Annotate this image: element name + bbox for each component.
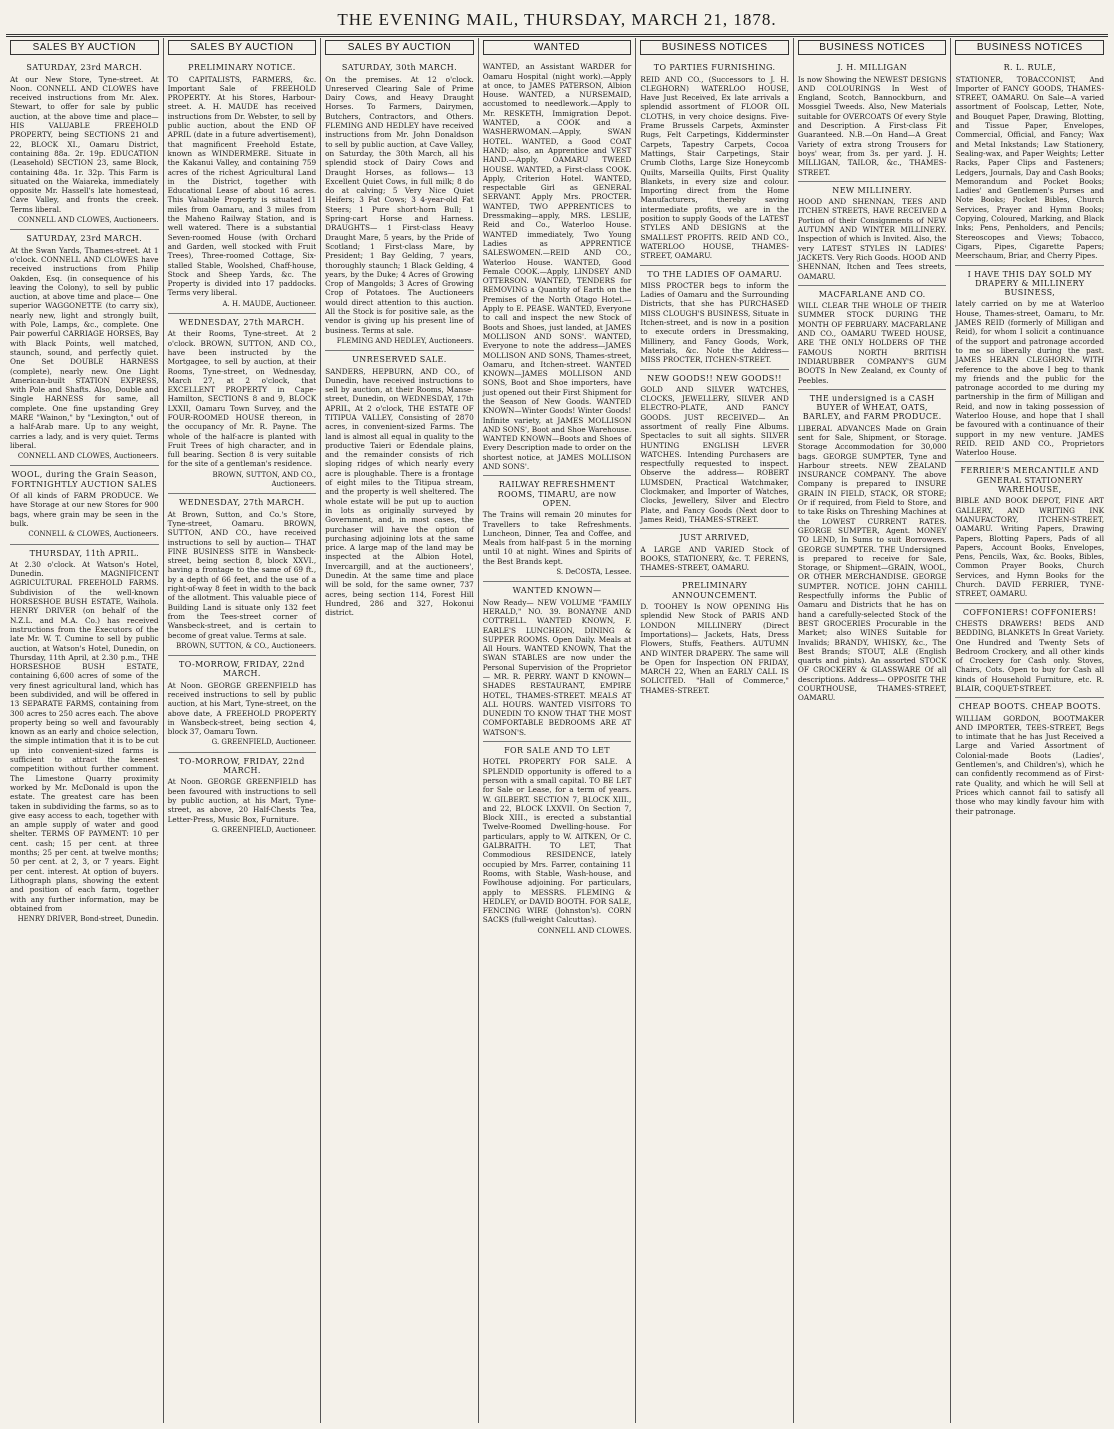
ad-body: WILLIAM GORDON, BOOTMAKER AND IMPORTER, TEES-STREET, Begs to intimate that he has Just Received a Large and Varied Assortment of Colonial-made Boots (Ladies', Gentlemen's, and Children's), which he can confidently recommend as of First-rate Quality, and which he will Sell at Prices which cannot fail to satisfy all those who may kindly favour him with their patronage.: [955, 713, 1105, 816]
ad-body: At Brown, Sutton, and Co.'s Store, Tyne-street, Oamaru. BROWN, SUTTON, AND CO., have received instructions to sell by auction— THAT FINE BUSINESS SITE in Wansbeck-street, being section 8, block XXVI., having a frontage to the same of 69 ft., by a depth of 66 feet, and the use of a right-of-way 8 feet in width to the back of the allotment. This valuable piece of Building Land is situate only 132 feet from the Tees-street corner of Wansbeck-street, and is certain to become of great value. Terms at sale.: [167, 509, 317, 640]
ad-body: CHESTS DRAWERS! BEDS AND BEDDING, BLANKETS In Great Variety. One Hundred and Twenty Sets of Bedroom Crockery, and all other kinds of Crockery for Cash only. Stoves, Chairs, Cots. Open to buy for Cash all kinds of Household Furniture, etc. R. BLAIR, COQUET-STREET.: [955, 618, 1105, 693]
ad-body: GOLD AND SILVER WATCHES, CLOCKS, JEWELLERY, SILVER AND ELECTRO-PLATE, AND FANCY GOODS. JUST RECEIVED— An assortment of really Fine Albums. Spectacles to suit all sights. SILVER HUNTING ENGLISH LEVER WATCHES. Intending Purchasers are respectfully requested to inspect. Observe the address— ROBERT LUMSDEN, Practical Watchmaker, Clockmaker, and Importer of Watches, Clocks, Jewellery, Silver and Electro Plate, and Fancy Goods (Next door to James Reid), THAMES-STREET.: [640, 384, 789, 524]
ad-title: NEW GOODS!! NEW GOODS!!: [647, 373, 782, 383]
ad-title: FOR SALE AND TO LET: [504, 746, 610, 756]
ad-title: UNRESERVED SALE.: [352, 355, 447, 365]
advertisement: [10, 466, 159, 544]
ad-signature: BROWN, SUTTON, & CO., Auctioneers.: [176, 641, 317, 650]
ad-title: WOOL, during the Grain Season, FORTNIGHTLY AUCTION SALES: [11, 470, 158, 489]
column-header: SALES BY AUCTION: [10, 40, 159, 55]
advertisement: [798, 286, 947, 390]
ad-title: SATURDAY, 23rd MARCH.: [26, 234, 143, 244]
ad-title: JUST ARRIVED,: [679, 533, 750, 543]
ad-body: At Noon. GEORGE GREENFIELD has received instructions to sell by public auction, at his Mart, Tyne-street, on the above date, A FREEHOLD PROPERTY in Wansbeck-street, being section 4, block 37, Oamaru Town.: [167, 680, 317, 737]
ad-title: PRELIMINARY ANNOUNCEMENT.: [672, 581, 758, 600]
ad-body: HOTEL PROPERTY FOR SALE. A SPLENDID opportunity is offered to a person with a small capital. TO BE LET for Sale or Lease, for a term of years. W. GILBERT. SECTION 7, BLOCK XIII., and 22, BLOCK LXXVII. On Section 7, Block XIII., is erected a substantial Twelve-Roomed Dwelling-house. For particulars, apply to W. AITKEN, Or C. GALBRAITH. TO LET, That Commodious RESIDENCE, lately occupied by Mrs. Farrer, containing 11 Rooms, with Stable, Wash-house, and Fowlhouse adjoining. For particulars, apply to MESSRS. FLEMING & HEDLEY, or DAVID BOOTH. FOR SALE, FENCING WIRE (Johnston's). CORN SACKS (full-weight Calcuttas).: [482, 757, 632, 925]
ad-title: MACFARLANE AND CO.: [818, 289, 926, 299]
advertisement: [955, 266, 1104, 463]
ad-body: Of all kinds of FARM PRODUCE. We have Storage at our new Stores for 900 bags, where grain may be seen in the bulk.: [10, 491, 159, 528]
columns-container: [6, 38, 1108, 1423]
advertisement: [483, 742, 632, 940]
ad-signature: G. GREENFIELD, Auctioneer.: [211, 825, 317, 834]
advertisement: [483, 582, 632, 742]
advertisement: [798, 59, 947, 182]
ad-body: The Trains will remain 20 minutes for Travellers to take Refreshments. Luncheon, Dinner, Tea and Coffee, and Meals from half-past 5 in the morning until 10 at night. Wines and Spirits of the Best Brands kept.: [482, 510, 632, 566]
advertisement: [955, 604, 1104, 699]
ad-title: COFFONIERS! COFFONIERS!: [962, 607, 1097, 617]
advertisement: [168, 494, 317, 656]
ad-signature: G. GREENFIELD, Auctioneer.: [211, 738, 317, 747]
advertisement: [798, 390, 947, 707]
advertisement: [798, 182, 947, 286]
advertisement: [10, 545, 159, 929]
ad-signature: CONNELL AND CLOWES.: [537, 926, 632, 935]
advertisement: [168, 59, 317, 314]
ad-signature: CONNELL AND CLOWES, Auctioneers.: [17, 216, 159, 225]
ad-body: SANDERS, HEPBURN, AND CO., of Dunedin, have received instructions to sell by auction, at their Rooms, Manse-street, Dunedin, on WEDNESDAY, 17th APRIL, At 2 o'clock, THE ESTATE OF TITIPUA VALLEY, Consisting of 2870 acres, in convenient-sized Farms. The land is almost all equal in quality to the productive Taieri or Edendale plains, and the remainder consists of rich sloping ridges of which nearly every acre is ploughable. There is a frontage of eight miles to the Titipua stream, and the property is well sheltered. The whole estate will be put up to auction in lots as originally surveyed by Government, and, in most cases, the purchaser will have the option of purchasing adjoining lots at the same price. A large map of the land may be inspected at the Albion Hotel, Invercargill, and at the auctioneers', Dunedin. At the same time and place will be sold, for the same owner, 737 acres, being section 114, Forest Hill Hundred, 286 and 327, Hokonui district.: [325, 366, 474, 618]
column-7: [951, 38, 1108, 1423]
column-5: [636, 38, 794, 1423]
advertisement: [640, 266, 789, 370]
advertisement: [10, 59, 159, 230]
top-rule-double: [6, 36, 1108, 37]
advertisement: [168, 753, 317, 839]
column-3: [321, 38, 479, 1423]
ad-title: CHEAP BOOTS. CHEAP BOOTS.: [958, 702, 1101, 712]
ad-title: WEDNESDAY, 27th MARCH.: [179, 318, 305, 328]
ad-title: WEDNESDAY, 27th MARCH.: [179, 498, 305, 508]
ad-body: Now Ready— NEW VOLUME "FAMILY HERALD," NO. 39. BONAYNE AND COTTRELL. WANTED KNOWN, F. EARLE'S LUNCHEON, DINING & SUPPER ROOMS. Open Daily. Meals at All Hours. WANTED KNOWN, That the SWAN STABLES are now under the Personal Supervision of the Proprietor— MR. R. PERRY. WANT D KNOWN—SHADES RESTAURANT, EMPIRE HOTEL, THAMES-STREET. MEALS AT ALL HOURS. WANTED VISITORS TO DUNEDIN TO KNOW THAT THE MOST COMFORTABLE BEDROOMS ARE AT WATSON'S.: [482, 597, 632, 737]
ad-title: R. L. RULE,: [1003, 63, 1056, 73]
column-header: WANTED: [483, 40, 632, 55]
ad-title: WANTED KNOWN—: [512, 586, 602, 596]
ad-body: At their Rooms, Tyne-street. At 2 o'clock. BROWN, SUTTON, AND CO., have been instructed by the Mortgagee, to sell by auction, at their Rooms, Tyne-street, on Wednesday, March 27, at 2 o'clock, that EXCELLENT PROPERTY in Cape-Hamilton, SECTIONS 8 and 9, BLOCK LXXII, Oamaru Town Survey, and the FOUR-ROOMED HOUSE thereon, in the occupancy of Mr. R. Payne. The whole of the half-acre is planted with Fruit Trees of high character, and in full bearing. Section 8 is very suitable for the site of a gentleman's residence.: [167, 329, 317, 469]
ad-body: HOOD AND SHENNAN, TEES AND ITCHEN STREETS, HAVE RECEIVED A Portion of their Consignments of NEW AUTUMN AND WINTER MILLINERY. Inspection of which is Invited. Also, the very LATEST STYLES IN LADIES' JACKETS. Very Rich Goods. HOOD AND SHENNAN, Itchen and Tees streets, OAMARU.: [797, 197, 947, 281]
ad-body: A LARGE AND VARIED Stock of BOOKS, STATIONERY, &c. T. FERENS, THAMES-STREET, OAMARU.: [640, 544, 789, 573]
newspaper-title: THE EVENING MAIL, THURSDAY, MARCH 21, 1878.: [337, 10, 777, 29]
ad-signature: CONNELL AND CLOWES, Auctioneers.: [17, 452, 159, 461]
column-header: BUSINESS NOTICES: [955, 40, 1104, 55]
ad-title: RAILWAY REFRESHMENT ROOMS, TIMARU, are now OPEN.: [497, 480, 617, 508]
ad-body: At 2.30 o'clock. At Watson's Hotel, Dunedin. MAGNIFICENT AGRICULTURAL FREEHOLD FARMS. Subdivision of the well-known HORSESHOE BUSH ESTATE, Waihola. HENRY DRIVER (on behalf of the N.Z.L. and M.A. Co.) has received instructions from the Executors of the late Mr. W. T. Cumine to sell by public auction, at Watson's Hotel, Dunedin, on Thursday, 11th April, at 2.30 p.m., THE HORSESHOE BUSH ESTATE, containing 6,600 acres of some of the very finest agricultural land, which has been subdivided, and will be offered in 13 SEPARATE FARMS, containing from 300 acres to 250 acres each. The above property being so well and favourably known as an early and choice selection, the simple intimation that it is to be cut up into convenient-sized farms is sufficient to attract the keenest competition without further comment. The Limestone Quarry proximity worked by Mr. McDonald is upon the estate. The greatest care has been taken in subdividing the farms, so as to give easy access to each, together with an ample supply of water and good shelter. TERMS OF PAYMENT: 10 per cent. cash; 15 per cent. at three months; 25 per cent. at twelve months; 50 per cent. at 2, 3, or 7 years. Eight per cent. interest. At option of buyers. Lithograph plans, showing the extent and position of each farm, together with any further information, may be obtained from: [10, 559, 159, 913]
advertisement: [483, 476, 632, 582]
ad-body: WANTED, an Assistant WARDER for Oamaru Hospital (night work).—Apply at once, to JAMES PATERSON, Albion House. WANTED, a NURSEMAID, accustomed to needlework.—Apply to Mr. RESKETH, Immigration Depot. WANTED, a COOK and a WASHERWOMAN.—Apply, SWAN HOTEL. WANTED, a Good COAT HAND; also, an Apprentice and VEST HAND.—Apply, OAMARU TWEED HOUSE. WANTED, a First-class COOK. Apply, Criterion Hotel. WANTED, respectable Girl as GENERAL SERVANT. Apply Mrs. PROCTER. WANTED, TWO APPRENTICES to Dressmaking—apply, MRS. LESLIE, Reid and Co., Waterloo House. WANTED immediately, Two Young Ladies as APPRENTICE SALESWOMEN.—REID AND CO., Waterloo House. WANTED, Good Female COOK.—Apply, LINDSEY AND OTTERSON. WANTED, TENDERS for REMOVING a Quantity of Earth on the Premises of the North Otago Hotel.—Apply to E. PEASE. WANTED, Everyone to call and inspect the new Stock of Boots and Shoes, just landed, at JAMES MOLLISON AND SONS'. WANTED, Everyone to note the address—JAMES MOLLISON AND SONS, Thames-street, Oamaru, and Itchen-street. WANTED KNOWN—JAMES MOLLISON AND SONS, Boot and Shoe importers, have just opened out their First Shipment for the Season of New Goods. WANTED KNOWN—Winter Goods! Winter Goods! Infinite variety, at JAMES MOLLISON AND SONS', Boot and Shoe Warehouse. WANTED KNOWN—Boots and Shoes of Every Description made to order on the shortest notice, at JAMES MOLLISON AND SONS'.: [482, 62, 632, 472]
ad-signature: CONNELL & CLOWES, Auctioneers.: [28, 530, 159, 539]
ad-title: TO PARTIES FURNISHING.: [653, 63, 776, 73]
column-header: BUSINESS NOTICES: [640, 40, 789, 55]
ad-body: REID AND CO., (Successors to J. H. CLEGHORN) WATERLOO HOUSE, Have Just Received, Ex late arrivals a splendid assortment of FLOOR OIL CLOTHS, in very choice designs. Five-Frame Brussels Carpets, Axminster Rugs, Felt Carpetings, Kidderminster Carpets, Tapestry Carpets, Cocoa Mattings, Stair Carpetings, Stair Crumb Cloths, Large Size Honeycomb Quilts, Marseilla Quilts, First Quality Blankets, in every size and colour. Importing direct from the Home Manufacturers, thereby saving intermediate profits, we are in the position to supply Goods of the LATEST STYLES AND DESIGNS at the SMALLEST PROFITS. REID AND CO., WATERLOO HOUSE, THAMES-STREET, OAMARU.: [640, 74, 789, 261]
ad-title: TO THE LADIES OF OAMARU.: [647, 269, 782, 279]
ad-signature: A. H. MAUDE, Auctioneer.: [222, 299, 317, 308]
ad-body: STATIONER, TOBACCONIST, And Importer of FANCY GOODS, THAMES-STREET, OAMARU. On Sale—A varied assortment of Foolscap, Letter, Note, and Bouquet Paper, Drawing, Blotting, and Tissue Paper, Envelopes, Commercial, Official, and Fancy; Wax and Metal Inkstands; Law Stationery, Sealing-wax, and Paper Weights; Letter Racks, Paper Clips and Fasteners; Ledgers, Journals, Day and Cash Books; Memorandum and Pocket Books; Ladies' and Gentlemen's Purses and Note Books; Pocket Bibles, Church Services, Prayer and Hymn Books; Copying, Coloured, Marking, and Black Inks; Pens, Penholders, and Pencils; Stereoscopes and Views; Tobacco, Cigars, Pipes, Cigarette Papers; Meerschaum, Briar, and Cherry Pipes.: [955, 74, 1105, 261]
advertisement: [955, 59, 1104, 265]
advertisement: [325, 351, 474, 621]
column-2: [164, 38, 322, 1423]
advertisement: [640, 529, 789, 577]
ad-title: THE undersigned is a CASH BUYER of WHEAT, OATS, BARLEY, and FARM PRODUCE.: [802, 393, 942, 422]
ad-body: At our New Store, Tyne-street. At Noon. CONNELL AND CLOWES have received instructions from Mr. Alex. Stewart, to offer for sale by public auction, at the above time and place— HIS VALUABLE FREEHOLD PROPERTY, being SECTIONS 21 and 22, BLOCK XI., Oamaru District, containing 88a. 2r. 19p. EDUCATION (Leasehold) SECTION 23, same Block, containing 48a. 1r. 32p. This Farm is situated on the Waiareka, immediately opposite Mr. Hassell's late homestead, Cave Valley, and fronts the creek. Terms liberal.: [10, 74, 159, 214]
ad-body: LIBERAL ADVANCES Made on Grain sent for Sale, Shipment, or Storage. Storage Accommodation for 30,000 bags. GEORGE SUMPTER, Tyne and Harbour streets. NEW ZEALAND INSURANCE COMPANY. The above Company is prepared to INSURE GRAIN IN FIELD, STACK, OR STORE; Or if required, from Field to Store, and to take Risks on Threshing Machines at the LOWEST CURRENT RATES. GEORGE SUMPTER, Agent. MONEY TO LEND, In Sums to suit Borrowers. GEORGE SUMPTER. THE Undersigned is prepared to receive for Sale, Storage, or Shipment—GRAIN, WOOL, OR OTHER MERCHANDISE. GEORGE SUMPTER. NOTICE. JOHN CAHILL Respectfully informs the Public of Oamaru and Districts that he has on hand a carefully-selected Stock of the BEST GROCERIES Procurable in the Market; also WINES Suitable for Invalids; BRANDY, WHISKY, &c., The Best Brands; STOUT, ALE (English quarts and pints). An assorted STOCK OF CROCKERY & GLASSWARE Of all descriptions. Address— OPPOSITE THE COURTHOUSE, THAMES-STREET, OAMARU.: [797, 423, 947, 703]
ad-title: THURSDAY, 11th APRIL.: [29, 548, 140, 558]
ad-body: At the Swan Yards, Thames-street. At 1 o'clock. CONNELL AND CLOWES have received instructions from Philip Oakden, Esq. (in consequence of his leaving the Colony), to sell by public auction, at above time and place— One superior WAGGONETTE (to carry six), nearly new, light and strongly built, with Pole, Lamps, &c., complete. One Pair powerful CARRIAGE HORSES, Bay with Black Points, well matched, staunch, sound, and perfectly quiet. One Set DOUBLE HARNESS (complete), nearly new. One Light American-built STATION EXPRESS, with Pole and Shafts. Also, Double and Single HARNESS for same, all complete. One fine upstanding Grey MARE "Wainon," by "Lexington," out of a half-Arab mare. Up to any weight, carries a lady, and is very quiet. Terms liberal.: [10, 245, 159, 450]
ad-signature: HENRY DRIVER, Bond-street, Dunedin.: [17, 915, 159, 924]
ad-signature: FLEMING AND HEDLEY, Auctioneers.: [336, 336, 474, 345]
column-header: SALES BY AUCTION: [325, 40, 474, 55]
ad-signature: S. DeCOSTA, Lessee.: [556, 568, 632, 577]
ad-title: SATURDAY, 23rd MARCH.: [26, 63, 143, 73]
column-4: [479, 38, 637, 1423]
ad-body: TO CAPITALISTS, FARMERS, &c. Important Sale of FREEHOLD PROPERTY. At his Stores, Harbour-street. A. H. MAUDE has received instructions from Dr. Webster, to sell by public auction, about the END OF APRIL (date in a future advertisement), that magnificent Freehold Estate, known as WINDERMERE. Situate in the Kakanui Valley, and containing 759 acres of the richest Agricultural Land in the District, together with Educational Lease of about 16 acres. This Valuable Property is situated 11 miles from Oamaru, and 3 miles from the Maheno Railway Station, and is well watered. There is a substantial Seven-roomed House (with Orchard and Garden, well stocked with Fruit Trees), Three-roomed Cottage, Six-stalled Stable, Woolshed, Chaff-house, Stock and Sheep Yards, &c. The Property is divided into 17 paddocks. Terms very liberal.: [167, 74, 317, 298]
ad-title: PRELIMINARY NOTICE.: [188, 63, 296, 73]
ad-title: I HAVE THIS DAY SOLD MY DRAPERY & MILLINERY BUSINESS,: [967, 269, 1092, 298]
advertisement: [10, 230, 159, 466]
ad-signature: BROWN, SUTTON, AND CO., Auctioneers.: [212, 470, 317, 489]
column-1: [6, 38, 164, 1423]
ad-body: MISS PROCTER begs to inform the Ladies of Oamaru and the Surrounding Districts, that she has PURCHASED MISS CLOUGH'S BUSINESS, Situate in Itchen-street, and is now in a position to execute orders in Dressmaking, Millinery, and Fancy Goods, Work, Materials, &c. Note the Address— MISS PROCTER, ITCHEN-STREET.: [640, 280, 789, 365]
ad-title: J. H. MILLIGAN: [837, 63, 907, 73]
column-header: SALES BY AUCTION: [168, 40, 317, 55]
ad-body: On the premises. At 12 o'clock. Unreserved Clearing Sale of Prime Dairy Cows, and Heavy Draught Horses. To Farmers, Dairymen, Butchers, Contractors, and Others. FLEMING AND HEDLEY have received instructions from Mr. John Donaldson to sell by public auction, at Cave Valley, on Saturday, the 30th March, all his splendid stock of Dairy Cows and Draught Horses, as follows— 13 Excellent Quiet Cows, in full milk; 8 do do at calving; 5 Very Nice Quiet Heifers; 3 Fat Cows; 3 4-year-old Fat Steers; 1 Pure short-horn Bull; 1 Spring-cart Horse and Harness. DRAUGHTS— 1 First-class Heavy Draught Mare, 5 years, by the Pride of Scotland; 1 First-class Mare, by President; 1 Bay Gelding, 7 years, thoroughly staunch; 1 Black Gelding, 4 years, by the Duke; 4 Acres of Growing Crop of Mangolds; 3 Acres of Growing Crop of Potatoes. The Auctioneers would direct attention to this auction. All the Stock is for positive sale, as the vendor is giving up his present line of business. Terms at sale.: [325, 74, 474, 335]
advertisement: [640, 59, 789, 265]
column-header: BUSINESS NOTICES: [798, 40, 947, 55]
ad-title: TO-MORROW, FRIDAY, 22nd MARCH.: [178, 660, 305, 679]
ad-body: Is now Showing the NEWEST DESIGNS AND COLOURINGS In West of England, Scotch, Bannockburn, and Mossgiel Tweeds. Also, New Materials suitable for OVERCOATS Of every Style and Description. A First-class Fit Guaranteed. N.B.—On Hand—A Great Variety of extra strong Trousers for boys' wear, from 3s. per yard. J. H. MILLIGAN, TAILOR, &c., THAMES-STREET.: [797, 74, 947, 177]
ad-body: WILL CLEAR THE WHOLE OF THEIR SUMMER STOCK DURING THE MONTH OF FEBRUARY. MACFARLANE AND CO., OAMARU TWEED HOUSE, ARE THE ONLY HOLDERS OF THE FAMOUS NORTH BRITISH INDIARUBBER COMPANY'S GUM BOOTS In New Zealand, ex County of Peebles.: [797, 301, 947, 385]
ad-title: SATURDAY, 30th MARCH.: [341, 63, 458, 73]
ad-title: TO-MORROW, FRIDAY, 22nd MARCH.: [178, 756, 305, 776]
ad-title: NEW MILLINERY.: [832, 185, 913, 195]
ad-body: lately carried on by me at Waterloo House, Thames-street, Oamaru, to Mr. JAMES REID (formerly of Milligan and Reid), for whom I solicit a continuance of the support and patronage accorded to me so liberally during the past. JAMES HEARN CLEGHORN. WITH reference to the above I beg to thank my friends and the public for the patronage accorded to me during my partnership in the firm of Milligan and Reid, and now in taking possession of Waterloo House, and hope that I shall be favoured with a continuance of their support in my new venture. JAMES REID. REID AND CO., Proprietors Waterloo House.: [955, 299, 1105, 458]
top-rule: [6, 34, 1108, 35]
advertisement: [955, 462, 1104, 603]
advertisement: [483, 59, 632, 476]
advertisement: [325, 59, 474, 351]
ad-body: D. TOOHEY Is NOW OPENING His splendid New Stock of PARIS AND LONDON MILLINERY (Direct Importations)— Jackets, Hats, Dress Flowers, Stuffs, Feathers. AUTUMN AND WINTER DRAPERY. The same will be Open for Inspection ON FRIDAY, MARCH 22, When an EARLY CALL IS SOLICITED. "Hall of Commerce," THAMES-STREET.: [640, 602, 789, 695]
ad-body: At Noon. GEORGE GREENFIELD has been favoured with instructions to sell by public auction, at his Mart, Tyne-street, as above, 20 Half-Chests Tea, Letter-Press, Music Box, Furniture.: [167, 777, 317, 824]
advertisement: [955, 698, 1104, 820]
ad-body: BIBLE AND BOOK DEPOT, FINE ART GALLERY, AND WRITING INK MANUFACTORY, ITCHEN-STREET, OAMARU. Writing Papers, Drawing Papers, Blotting Papers, Pads of all Papers, Account Books, Envelopes, Pens, Pencils, Wax, &c. Books, Bibles, Common Prayer Books, Church Services, and Hymn Books for the Church. DAVID FERRIER, TYNE-STREET, OAMARU.: [955, 496, 1105, 599]
advertisement: [640, 370, 789, 530]
column-6: [794, 38, 952, 1423]
advertisement: [168, 314, 317, 494]
ad-title: FERRIER'S MERCANTILE AND GENERAL STATIONERY WAREHOUSE,: [960, 466, 1100, 495]
advertisement: [640, 577, 789, 699]
advertisement: [168, 656, 317, 753]
